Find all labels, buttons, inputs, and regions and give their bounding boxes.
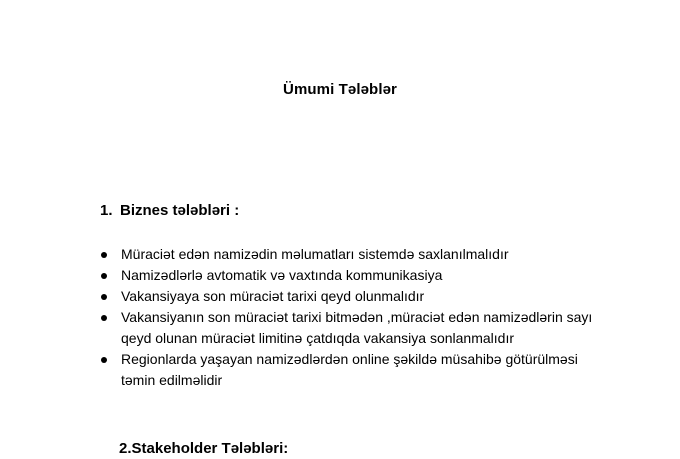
document-title: Ümumi Tələblər: [283, 81, 397, 98]
business-requirements-list: [100, 244, 600, 391]
bullet-icon: [101, 252, 107, 258]
bullet-icon: [101, 273, 107, 279]
bullet-icon: [101, 315, 107, 321]
list-item-text: Müraciət edən namizədin məlumatları sistemdə saxlanılmalıdır: [121, 246, 509, 262]
list-item-text: Regionlarda yaşayan namizədlərdən online şəkildə müsahibə götürülməsi təmin edilməlidir: [121, 351, 578, 388]
section-title: Biznes tələbləri :: [120, 202, 240, 219]
list-item: [100, 349, 600, 391]
list-item-text: Vakansiyaya son müraciət tarixi qeyd olunmalıdır: [121, 288, 425, 304]
section-heading-business: [100, 202, 239, 219]
list-item: [100, 286, 600, 307]
section-heading-stakeholder: 2.Stakeholder Tələbləri:: [119, 440, 289, 457]
list-item: [100, 265, 600, 286]
list-item: [100, 244, 600, 265]
list-item-text: Vakansiyanın son müraciət tarixi bitmədən ,müraciət edən namizədlərin sayı qeyd olunan müraciət limitinə çatdıqda vakansiya sonlanmalıdır: [121, 309, 593, 346]
bullet-icon: [101, 357, 107, 363]
list-item-text: Namizədlərlə avtomatik və vaxtında kommunikasiya: [121, 267, 443, 283]
list-item: [100, 307, 600, 349]
section-number: 1.: [100, 202, 113, 219]
bullet-icon: [101, 294, 107, 300]
